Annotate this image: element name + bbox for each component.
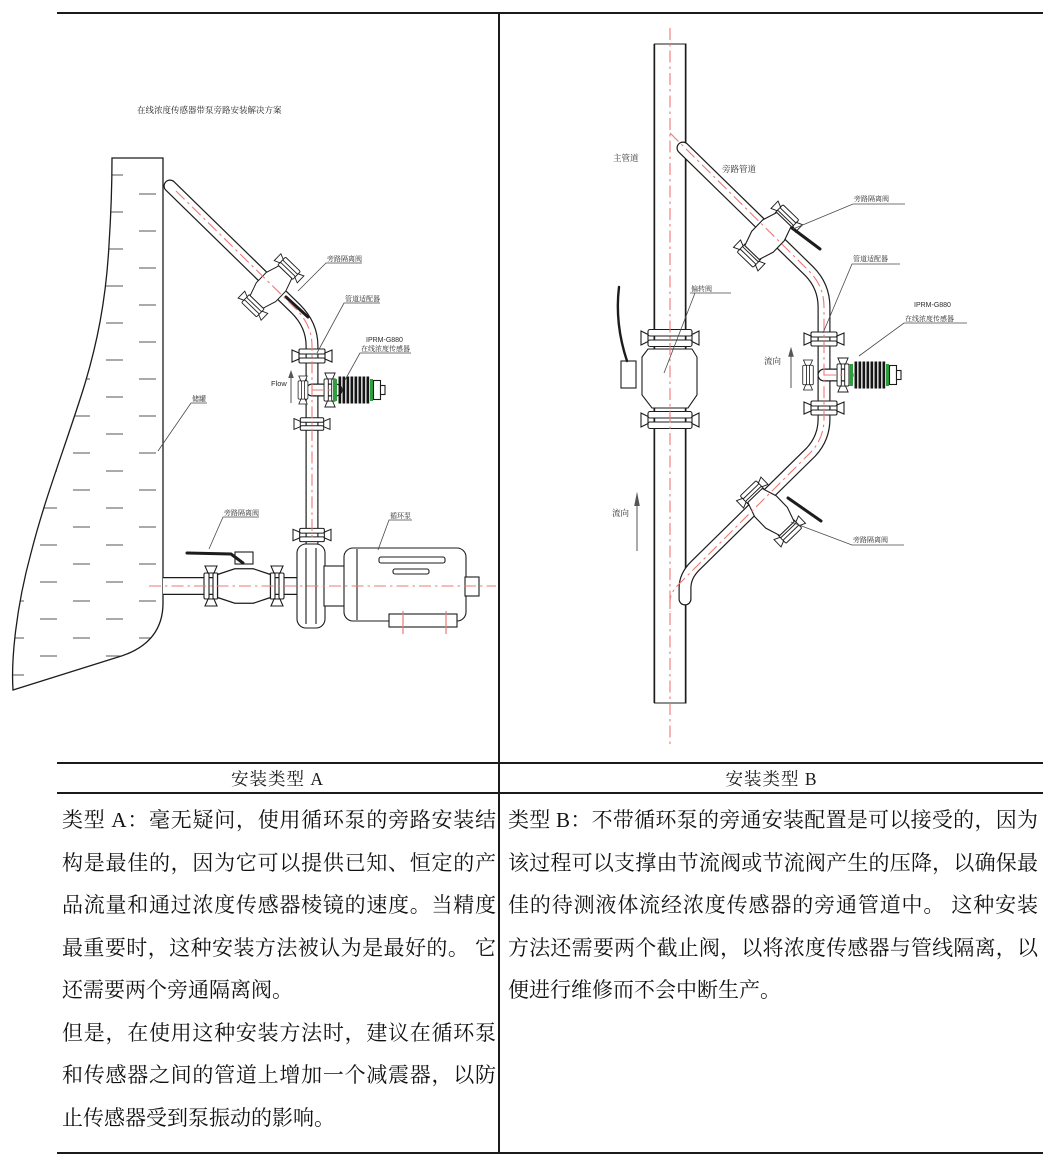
svg-text:旁路隔离阀: 旁路隔离阀: [224, 510, 259, 517]
valve-handle: [788, 498, 821, 521]
svg-text:管道适配器: 管道适配器: [345, 296, 380, 303]
callout-bypass-valve-bottom-b: [791, 522, 904, 545]
svg-text:在线浓度传感器: 在线浓度传感器: [905, 316, 954, 323]
concentration-sensor-a: [333, 377, 385, 404]
flow-arrow-a: [288, 370, 294, 403]
svg-text:循环泵: 循环泵: [390, 513, 411, 520]
flow-label-bypass: 流向: [764, 356, 782, 366]
callout-bypass-valve-bottom-a: [209, 508, 259, 549]
sensor-assembly-b: [803, 358, 901, 392]
svg-text:储罐: 储罐: [192, 396, 206, 403]
concentration-sensor-b: [849, 362, 901, 389]
svg-text:旁路隔离阀: 旁路隔离阀: [854, 196, 889, 203]
svg-text:旁路隔离阀: 旁路隔离阀: [853, 537, 888, 544]
diagram-installation-type-a: [0, 0, 499, 760]
valve-lever: [618, 287, 627, 361]
callout-bypass-valve-top-a: [298, 254, 362, 291]
type-a-paragraph-1: 类型 A：毫无疑问，使用循环泵的旁路安装结构是最佳的，因为它可以提供已知、恒定的产品流量和通过浓度传感器棱镜的速度。当精度最重要时，这种安装方法被认为是最好的。 它还需要两个旁通隔离阀。: [62, 808, 496, 1002]
type-a-description: [62, 799, 496, 1139]
flow-arrow-main: [634, 492, 640, 551]
type-b-description: [508, 799, 1038, 1012]
main-pipe-label: 主管道: [613, 153, 639, 163]
callout-sensor-b: [859, 302, 967, 356]
svg-text:旁路隔离阀: 旁路隔离阀: [327, 256, 362, 263]
circulation-pump: [293, 528, 479, 628]
callout-pipe-adapter-b: [823, 254, 900, 333]
type-a-paragraph-2: 但是，在使用这种安装方法时，建议在循环泵和传感器之间的管道上增加一个减震器，以防止传感器受到泵振动的影响。: [62, 1020, 496, 1130]
svg-text:偏转阀: 偏转阀: [691, 286, 712, 293]
diagram-installation-type-b: [499, 0, 1059, 760]
table-rule-bottom: [57, 1152, 1043, 1154]
svg-text:IPRM-G880: IPRM-G880: [914, 302, 951, 309]
table-rule-top: [57, 12, 1043, 14]
callout-sensor-a: [345, 337, 411, 380]
header-installation-type-b: 安装类型 B: [725, 769, 818, 789]
table-rule-header-top: [57, 762, 1043, 764]
flow-arrow-bypass: [788, 347, 794, 388]
table-column-divider: [498, 12, 500, 1153]
callout-bypass-valve-top-b: [793, 194, 905, 229]
storage-tank: [13, 158, 163, 690]
type-b-paragraph-1: 类型 B：不带循环泵的旁通安装配置是可以接受的，因为该过程可以支撑由节流阀或节流阀产生的压降，以确保最佳的待测液体流经浓度传感器的旁通管道中。 这种安装方法还需要两个截止阀，以将浓度传感器与管线隔离，以便进行维修而不会中断生产。: [508, 808, 1038, 1002]
svg-text:管道适配器: 管道适配器: [853, 256, 888, 263]
callout-circulation-pump: [378, 511, 412, 550]
valve-handle: [792, 228, 820, 249]
diagram-a-title: 在线浓度传感器带泵旁路安装解决方案: [137, 105, 282, 115]
callout-pipe-adapter-a: [317, 294, 380, 353]
flow-label-main: 流向: [612, 508, 630, 518]
svg-text:在线浓度传感器: 在线浓度传感器: [361, 346, 410, 353]
bypass-pipe: [170, 186, 312, 548]
callout-storage-tank: [158, 394, 207, 451]
flow-label-a: Flow: [271, 379, 287, 388]
header-installation-type-a: 安装类型 A: [230, 769, 324, 789]
svg-text:IPRM-G880: IPRM-G880: [366, 337, 403, 344]
bypass-pipe-label: 旁路管道: [722, 164, 757, 174]
